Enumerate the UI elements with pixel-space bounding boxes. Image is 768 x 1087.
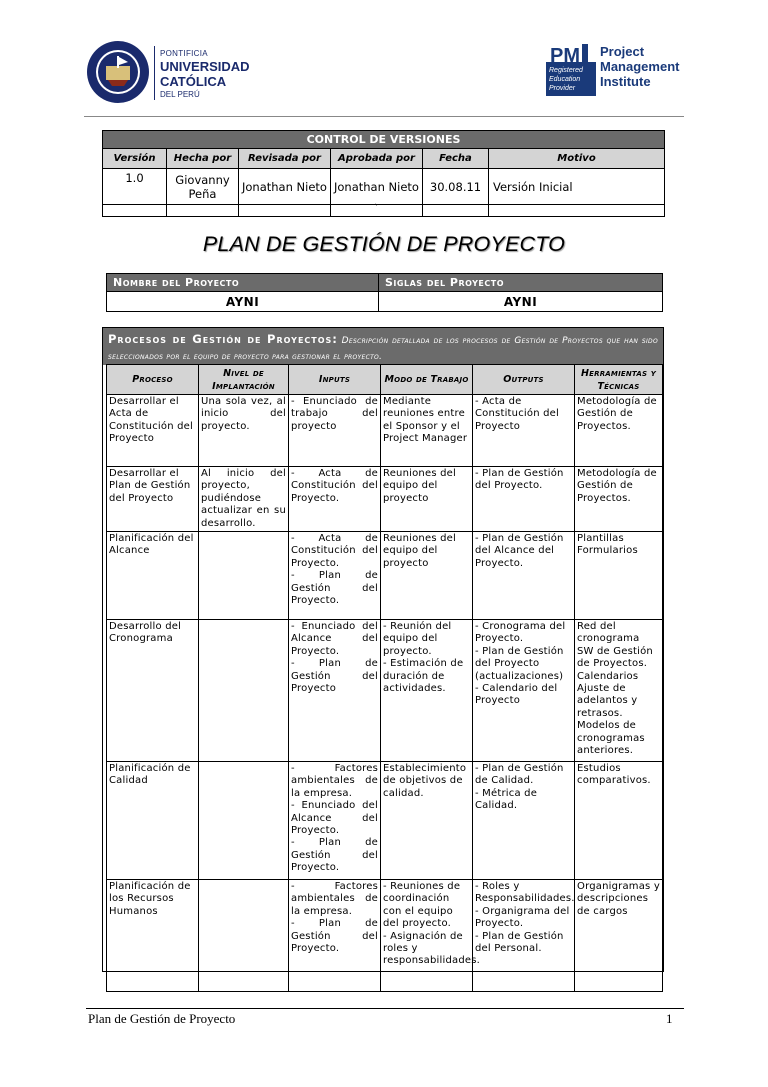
process-proceso-cell: Desarrollar el Acta de Constitución del Proyecto bbox=[107, 395, 199, 467]
process-modo-cell: - Reunión del equipo del proyecto. - Estimación de duración de actividades. bbox=[381, 620, 473, 762]
process-modo-cell: Reuniones del equipo del proyecto bbox=[381, 467, 473, 532]
footer-title: Plan de Gestión de Proyecto bbox=[88, 1011, 236, 1026]
pucp-divider bbox=[154, 46, 155, 100]
document-title: PLAN DE GESTIÓN DE PROYECTO bbox=[202, 232, 566, 256]
process-herramientas-cell: Estudios comparativos. bbox=[575, 762, 663, 880]
version-control-header: Versión Hecha por Revisada por Aprobada por Fecha Motivo bbox=[103, 149, 665, 169]
process-outputs-cell: - Plan de Gestión del Proyecto. bbox=[473, 467, 575, 532]
processes-heading: Procesos de Gestión de Proyectos: Descripción detallada de los procesos de Gestión de Proyectos que han sido seleccionados por el equipo de proyecto para gestionar el proyecto. bbox=[103, 328, 663, 365]
process-row bbox=[107, 880, 663, 992]
process-proceso-cell: Planificación de los Recursos Humanos bbox=[107, 880, 199, 992]
process-proceso-cell: Planificación de Calidad bbox=[107, 762, 199, 880]
process-inputs-cell: - Acta de Constitución del Proyecto. - Plan de Gestión del Proyecto. bbox=[289, 532, 381, 620]
process-inputs-cell: - Enunciado de trabajo del proyecto bbox=[289, 395, 381, 467]
process-inputs-cell: - Enunciado del Alcance del Proyecto. - Plan de Gestión del Proyecto bbox=[289, 620, 381, 762]
made-by-cell: Giovanny Peña bbox=[167, 169, 239, 205]
pmi-logo bbox=[546, 44, 686, 100]
pucp-wordmark: PONTIFICIA UNIVERSIDAD CATÓLICA DEL PERÚ bbox=[160, 49, 250, 99]
version-empty-row: ` bbox=[103, 205, 665, 217]
footer-rule bbox=[86, 1008, 684, 1009]
project-acronym-label: Siglas del Proyecto bbox=[379, 274, 663, 292]
date-cell: 30.08.11 bbox=[423, 169, 489, 205]
processes-table-body bbox=[107, 395, 663, 992]
process-inputs-cell: - Acta de Constitución del Proyecto. bbox=[289, 467, 381, 532]
pmi-badge-line3: Provider bbox=[549, 85, 576, 92]
process-herramientas-cell: Organigramas y descripciones de cargos bbox=[575, 880, 663, 992]
process-modo-cell: Reuniones del equipo del proyecto bbox=[381, 532, 473, 620]
process-nivel-cell: Al inicio del proyecto, pudiéndose actualizar en su desarrollo. bbox=[199, 467, 289, 532]
project-acronym-value: AYNI bbox=[379, 292, 663, 312]
project-name-table bbox=[106, 273, 663, 312]
process-row bbox=[107, 467, 663, 532]
pmi-badge-line2: Education bbox=[549, 76, 581, 83]
svg-text:PM: PM bbox=[550, 45, 580, 67]
process-nivel-cell bbox=[199, 880, 289, 992]
process-row bbox=[107, 532, 663, 620]
reviewed-by-cell: Jonathan Nieto bbox=[239, 169, 331, 205]
process-outputs-cell: - Plan de Gestión del Alcance del Proyecto. bbox=[473, 532, 575, 620]
process-modo-cell: - Reuniones de coordinación con el equipo del proyecto. - Asignación de roles y responsabilidades. bbox=[381, 880, 473, 992]
version-control-title: CONTROL DE VERSIONES bbox=[103, 131, 665, 149]
approved-by-cell: Jonathan Nieto bbox=[331, 169, 423, 205]
process-proceso-cell: Planificación del Alcance bbox=[107, 532, 199, 620]
process-inputs-cell: - Factores ambientales de la empresa. - Plan de Gestión del Proyecto. bbox=[289, 880, 381, 992]
process-outputs-cell: - Plan de Gestión de Calidad. - Métrica de Calidad. bbox=[473, 762, 575, 880]
process-modo-cell: Mediante reuniones entre el Sponsor y el Project Manager bbox=[381, 395, 473, 467]
pucp-logo bbox=[86, 40, 266, 106]
version-row bbox=[103, 169, 665, 205]
pucp-seal-icon bbox=[86, 40, 150, 104]
version-cell: 1.0 bbox=[103, 169, 167, 205]
pmi-badge-icon bbox=[546, 44, 596, 96]
project-name-value: AYNI bbox=[107, 292, 379, 312]
process-proceso-cell: Desarrollo del Cronograma bbox=[107, 620, 199, 762]
process-nivel-cell: Una sola vez, al inicio del proyecto. bbox=[199, 395, 289, 467]
process-proceso-cell: Desarrollar el Plan de Gestión del Proyecto bbox=[107, 467, 199, 532]
process-herramientas-cell: Metodología de Gestión de Proyectos. bbox=[575, 467, 663, 532]
process-row bbox=[107, 620, 663, 762]
page-number: 1 bbox=[666, 1011, 673, 1026]
process-nivel-cell bbox=[199, 762, 289, 880]
header-rule bbox=[84, 116, 684, 117]
process-herramientas-cell: Plantillas Formularios bbox=[575, 532, 663, 620]
process-outputs-cell: - Roles y Responsabilidades. - Organigrama del Proyecto. - Plan de Gestión del Personal. bbox=[473, 880, 575, 992]
process-outputs-cell: - Cronograma del Proyecto. - Plan de Gestión del Proyecto (actualizaciones) - Calendario del Proyecto bbox=[473, 620, 575, 762]
project-name-label: Nombre del Proyecto bbox=[107, 274, 379, 292]
processes-table bbox=[106, 364, 663, 992]
process-nivel-cell bbox=[199, 620, 289, 762]
process-inputs-cell: - Factores ambientales de la empresa. - Enunciado del Alcance del Proyecto. - Plan de Gestión del Proyecto. bbox=[289, 762, 381, 880]
process-outputs-cell: - Acta de Constitución del Proyecto bbox=[473, 395, 575, 467]
process-modo-cell: Establecimiento de objetivos de calidad. bbox=[381, 762, 473, 880]
reason-cell: Versión Inicial bbox=[489, 169, 665, 205]
process-herramientas-cell: Metodología de Gestión de Proyectos. bbox=[575, 395, 663, 467]
process-herramientas-cell: Red del cronograma SW de Gestión de Proyectos. Calendarios Ajuste de adelantos y retrasos. Modelos de cronogramas anteriores. bbox=[575, 620, 663, 762]
version-control-table bbox=[102, 130, 665, 217]
process-row bbox=[107, 395, 663, 467]
process-row bbox=[107, 762, 663, 880]
process-nivel-cell bbox=[199, 532, 289, 620]
pmi-wordmark: Project Management Institute bbox=[600, 44, 680, 89]
processes-table-header: Proceso Nivel de Implantación Inputs Modo de Trabajo Outputs Herramientas y Técnicas bbox=[107, 365, 663, 395]
pmi-badge-line1: Registered bbox=[549, 67, 583, 74]
